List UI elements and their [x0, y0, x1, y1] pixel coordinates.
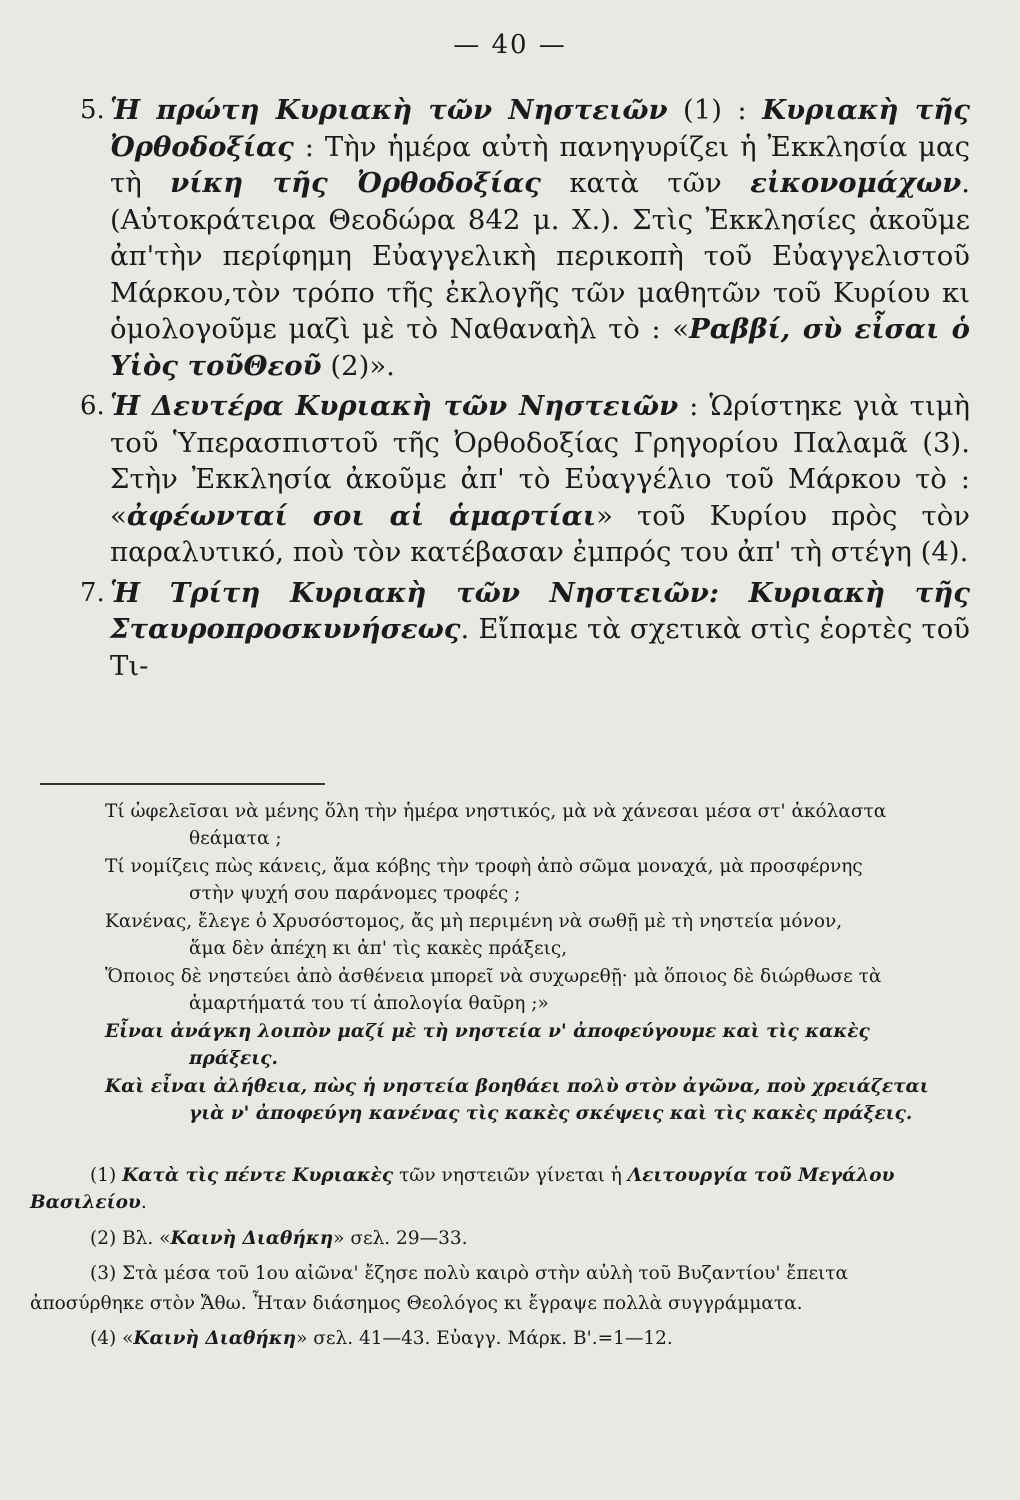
- main-text: [80, 92, 971, 688]
- note-line: ἅμα δὲν ἀπέχη κι ἀπ' τὶς κακὲς πράξεις,: [189, 938, 568, 959]
- item-text: . Εἴπαμε τὰ σχετικὰ στὶς ἑορτὲς τοῦ Τι-: [110, 613, 970, 682]
- item-text: . (Αὐτοκράτειρα Θεοδώρα 842 μ. Χ.). Στὶς Ἐκκλησίες ἀκοῦμε ἀπ'τὴν περίφημη Εὐαγγελικὴ περικοπὴ τοῦ Εὐαγγελιστοῦ Μάρκου,τὸν τρόπο τῆς ἐκλογῆς τῶν μαθητῶν τοῦ Κυρίου κι ὁμολογοῦμε μαζὶ μὲ τὸ Ναθαναὴλ τὸ : «: [110, 167, 970, 345]
- footnote-1: [30, 1162, 975, 1189]
- item-number: 7.: [80, 577, 105, 608]
- note-line: Τί ὠφελεῖσαι νὰ μένης ὅλη τὴν ἡμέρα νηστικός, μὰ νὰ χάνεσαι μέσα στ' ἀκόλαστα: [105, 801, 887, 822]
- item-text: : Τὴν ἡμέρα αὐτὴ πανηγυρίζει ἡ Ἐκκλησία μας τὴ: [110, 130, 970, 199]
- emphasis: Ραββί, σὺ εἶσαι ὁ Υἱὸς τοῦΘεοῦ: [110, 313, 970, 382]
- list-item-6: [80, 388, 971, 571]
- footnote-4: [30, 1325, 975, 1352]
- footnote-text: » σελ. 41—43. Εὐαγγ. Μάρκ. Β'.=1—12.: [296, 1328, 673, 1349]
- emphasis: Βασιλείου: [30, 1192, 141, 1213]
- note-line: γιὰ ν' ἀποφεύγη κανένας τὶς κακὲς σκέψεις καὶ τὶς κακὲς πράξεις.: [189, 1103, 913, 1124]
- quote-note: [105, 1073, 975, 1127]
- footnote-1-cont: [30, 1189, 975, 1216]
- list-item-5: [80, 92, 970, 384]
- emphasis: ἀφέωνταί σοι αἱ ἁμαρτίαι: [126, 499, 597, 532]
- emphasis: Καινὴ Διαθήκη: [133, 1328, 297, 1349]
- note-line: στὴν ψυχή σου παράνομες τροφές ;: [189, 883, 521, 904]
- note-line: Καὶ εἶναι ἀλήθεια, πὼς ἡ νηστεία βοηθάει πολὺ στὸν ἀγῶνα, ποὺ χρειάζεται: [105, 1076, 929, 1097]
- item-text: κατὰ τῶν: [540, 167, 751, 199]
- footnote-marker: (1): [90, 1165, 123, 1186]
- quote-notes: [105, 798, 975, 1128]
- footnote-text: (2) Βλ. «: [90, 1228, 171, 1249]
- item-text: » τοῦ Κυρίου πρὸς τὸν παραλυτικό, ποὺ τὸν κατέβασαν ἐμπρός του ἀπ' τὴ στέγη (4).: [110, 499, 971, 568]
- quote-note: [105, 798, 975, 852]
- emphasis: Καινὴ Διαθήκη: [170, 1228, 334, 1249]
- note-line: Εἶναι ἀνάγκη λοιπὸν μαζί μὲ τὴ νηστεία ν' ἀποφεύγουμε καὶ τὶς κακὲς: [105, 1021, 870, 1042]
- footnote-3: [30, 1260, 975, 1287]
- footnote-rule: [40, 783, 325, 785]
- quote-note: [105, 1018, 975, 1072]
- item-number: 5.: [80, 95, 105, 125]
- item-text: (2)».: [321, 349, 395, 382]
- item-heading: Ἡ Δευτέρα Κυριακὴ τῶν Νηστειῶν: [110, 390, 679, 422]
- footnote-2: [30, 1225, 975, 1252]
- quote-note: [105, 963, 975, 1017]
- item-heading-2: Κυριακὴ τῆς Ὀρθοδοξίας: [110, 94, 970, 163]
- footnote-text: ἀποσύρθηκε στὸν Ἄθω. Ἦταν διάσημος Θεολόγος κι ἔγραψε πολλὰ συγγράμματα.: [30, 1293, 803, 1314]
- quote-note: [105, 908, 975, 962]
- footnote-text: (3) Στὰ μέσα τοῦ 1ου αἰῶνα' ἔζησε πολὺ καιρὸ στὴν αὐλὴ τοῦ Βυζαντίου' ἔπειτα: [90, 1263, 849, 1284]
- note-line: ἁμαρτήματά του τί ἀπολογία θαῦρη ;»: [189, 993, 549, 1014]
- emphasis: Λειτουργία τοῦ Μεγάλου: [627, 1165, 895, 1186]
- item-text: : Ὡρίστηκε γιὰ τιμὴ τοῦ Ὑπερασπιστοῦ τῆς Ὀρθοδοξίας Γρηγορίου Παλαμᾶ (3). Στὴν Ἐκκλησία ἀκοῦμε ἀπ' τὸ Εὐαγγέλιο τοῦ Μάρκου τὸ : «: [110, 390, 970, 532]
- item-text: (1) :: [667, 94, 763, 126]
- note-line: πράξεις.: [189, 1048, 278, 1069]
- item-heading: Ἡ πρώτη Κυριακὴ τῶν Νηστειῶν: [110, 94, 668, 126]
- note-line: θεάματα ;: [189, 828, 282, 849]
- item-number: 6.: [80, 391, 105, 421]
- footnote-text: (4) «: [90, 1328, 134, 1349]
- emphasis: εἰκονομάχων: [750, 167, 962, 199]
- note-line: Ὅποιος δὲ νηστεύει ἀπὸ ἀσθένεια μπορεῖ νὰ συχωρεθῇ· μὰ ὅποιος δὲ διώρθωσε τὰ: [105, 966, 882, 987]
- note-line: Κανένας, ἔλεγε ὁ Χρυσόστομος, ἄς μὴ περιμένη νὰ σωθῇ μὲ τὴ νηστεία μόνον,: [105, 911, 843, 932]
- quote-note: [105, 853, 975, 907]
- emphasis: νίκη τῆς Ὀρθοδοξίας: [170, 167, 541, 199]
- footnote-text: » σελ. 29—33.: [333, 1228, 468, 1249]
- item-heading: Ἡ Τρίτη Κυριακὴ τῶν Νηστειῶν: Κυριακὴ τῆς Σταυροπροσκυνήσεως: [110, 576, 970, 645]
- note-line: Τί νομίζεις πὼς κάνεις, ἅμα κόβης τὴν τροφὴ ἀπὸ σῶμα μοναχά, μὰ προσφέρνης: [105, 856, 863, 877]
- page-number: — 40 —: [453, 30, 567, 60]
- list-item-7: [80, 575, 970, 685]
- footnote-3-cont: [30, 1290, 975, 1317]
- footnote-text: τῶν νηστειῶν γίνεται ἡ: [393, 1165, 628, 1186]
- footnote-text: .: [140, 1192, 147, 1213]
- emphasis: Κατὰ τὶς πέντε Κυριακὲς: [122, 1165, 394, 1186]
